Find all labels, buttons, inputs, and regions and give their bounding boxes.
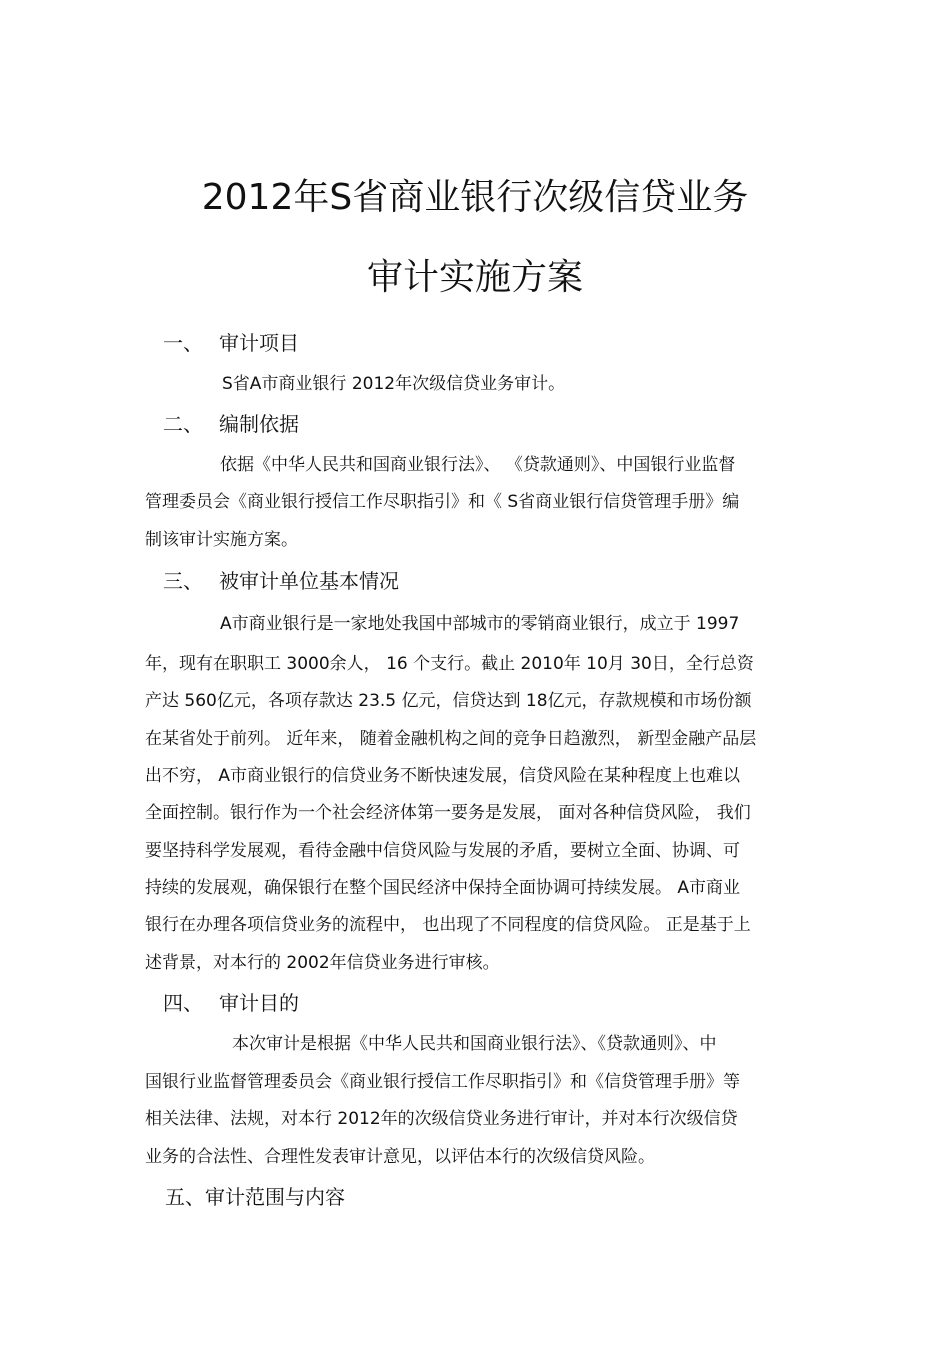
section-title: 被审计单位基本情况: [219, 569, 399, 593]
paragraph-line: 相关法律、法规，对本行 2012年的次级信贷业务进行审计，并对本行次级信贷: [145, 1109, 738, 1129]
section-title: 审计目的: [219, 991, 299, 1015]
section-number: 四、: [163, 991, 203, 1015]
document-title-line-2: 审计实施方案: [366, 257, 583, 298]
paragraph-line: 全面控制。银行作为一个社会经济体第一要务是发展， 面对各种信贷风险， 我们: [145, 803, 751, 823]
section-heading-3: [163, 568, 399, 594]
section-number: 二、: [163, 412, 203, 436]
paragraph-line: 出不穷， A市商业银行的信贷业务不断快速发展，信贷风险在某种程度上也难以: [145, 766, 741, 786]
section-heading-1: [163, 330, 299, 356]
section-title: 编制依据: [219, 412, 299, 436]
section-title: 审计项目: [219, 331, 299, 355]
paragraph-line: 国银行业监督管理委员会《商业银行授信工作尽职指引》和《信贷管理手册》等: [145, 1072, 740, 1092]
paragraph-line: S省A市商业银行 2012年次级信贷业务审计。: [222, 374, 566, 394]
paragraph-line: 业务的合法性、合理性发表审计意见，以评估本行的次级信贷风险。: [145, 1147, 655, 1167]
paragraph-line: 持续的发展观，确保银行在整个国民经济中保持全面协调可持续发展。 A市商业: [145, 878, 741, 898]
paragraph-line: 年，现有在职职工 3000余人， 16 个支行。截止 2010年 10月 30日，全行总资: [145, 654, 754, 674]
section-title: 五、审计范围与内容: [165, 1185, 345, 1209]
section-number: 三、: [163, 569, 203, 593]
paragraph-line: 制该审计实施方案。: [145, 530, 298, 550]
paragraph-line: 本次审计是根据《中华人民共和国商业银行法》、《贷款通则》、中: [232, 1034, 717, 1054]
paragraph-line: A市商业银行是一家地处我国中部城市的零销商业银行，成立于 1997: [220, 614, 740, 634]
section-number: 一、: [163, 331, 203, 355]
paragraph-line: 依据《中华人民共和国商业银行法》、 《贷款通则》、中国银行业监督: [220, 455, 736, 475]
paragraph-line: 述背景，对本行的 2002年信贷业务进行审核。: [145, 953, 500, 973]
section-heading-5: [165, 1184, 345, 1210]
section-heading-2: [163, 411, 299, 437]
paragraph-line: 要坚持科学发展观，看待金融中信贷风险与发展的矛盾，要树立全面、协调、可: [145, 841, 740, 861]
paragraph-line: 在某省处于前列。 近年来， 随着金融机构之间的竞争日趋激烈， 新型金融产品层: [145, 729, 757, 749]
document-title-line-1: 2012年S省商业银行次级信贷业务: [201, 177, 749, 218]
paragraph-line: 银行在办理各项信贷业务的流程中， 也出现了不同程度的信贷风险。 正是基于上: [145, 915, 751, 935]
paragraph-line: 管理委员会《商业银行授信工作尽职指引》和《 S省商业银行信贷管理手册》编: [145, 492, 740, 512]
paragraph-line: 产达 560亿元，各项存款达 23.5 亿元，信贷达到 18亿元，存款规模和市场份额: [145, 691, 752, 711]
section-heading-4: [163, 990, 299, 1016]
